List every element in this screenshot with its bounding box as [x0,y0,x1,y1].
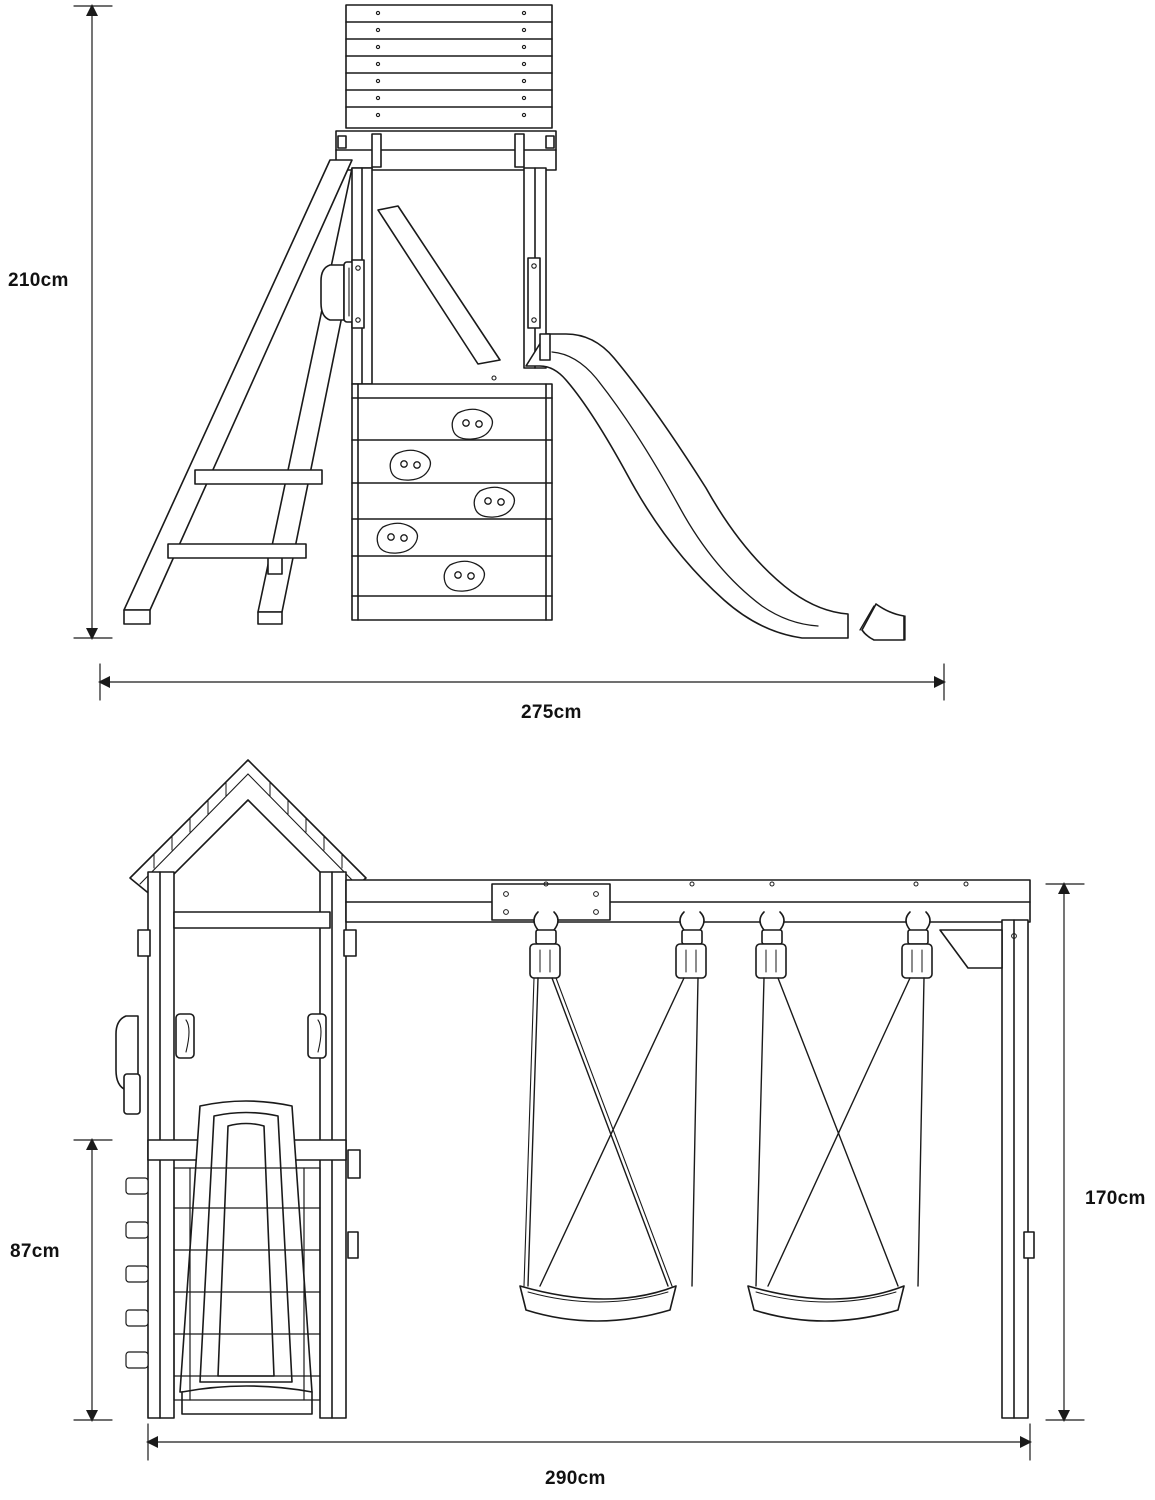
dimension-label-170: 170cm [1085,1188,1146,1209]
side-view-group [74,4,946,700]
swing-right [768,912,932,1286]
swing-hanger [902,912,932,978]
slide-front [180,1101,312,1414]
dimension-275 [98,664,946,700]
handle-grip [321,262,354,322]
climbing-hold [452,409,492,439]
dimension-210 [74,4,112,640]
dimension-label-290: 290cm [545,1468,606,1489]
climbing-hold [377,523,417,553]
dimension-170 [1046,882,1084,1422]
dimension-label-210: 210cm [8,270,69,291]
swing-left [520,912,676,1321]
climbing-hold [474,487,514,517]
climbing-holds-front [126,1178,148,1368]
climbing-hold [390,450,430,480]
swing-hanger [530,912,560,978]
swing-left-inner [540,912,706,1286]
dimension-label-87: 87cm [10,1241,60,1262]
top-beam [336,131,556,170]
slide [526,334,905,640]
climbing-hold [444,561,484,591]
swing-hanger [676,912,706,978]
dimension-87 [74,1138,112,1422]
dimension-label-275: 275cm [521,702,582,723]
dimension-290 [146,1424,1032,1460]
front-view-group [74,760,1084,1460]
inner-brace [378,206,500,364]
support-post-right [940,920,1034,1418]
swing-right-inner [748,912,904,1321]
roof-planks [346,5,552,128]
tower-posts [352,168,546,384]
swing-hanger [756,912,786,978]
